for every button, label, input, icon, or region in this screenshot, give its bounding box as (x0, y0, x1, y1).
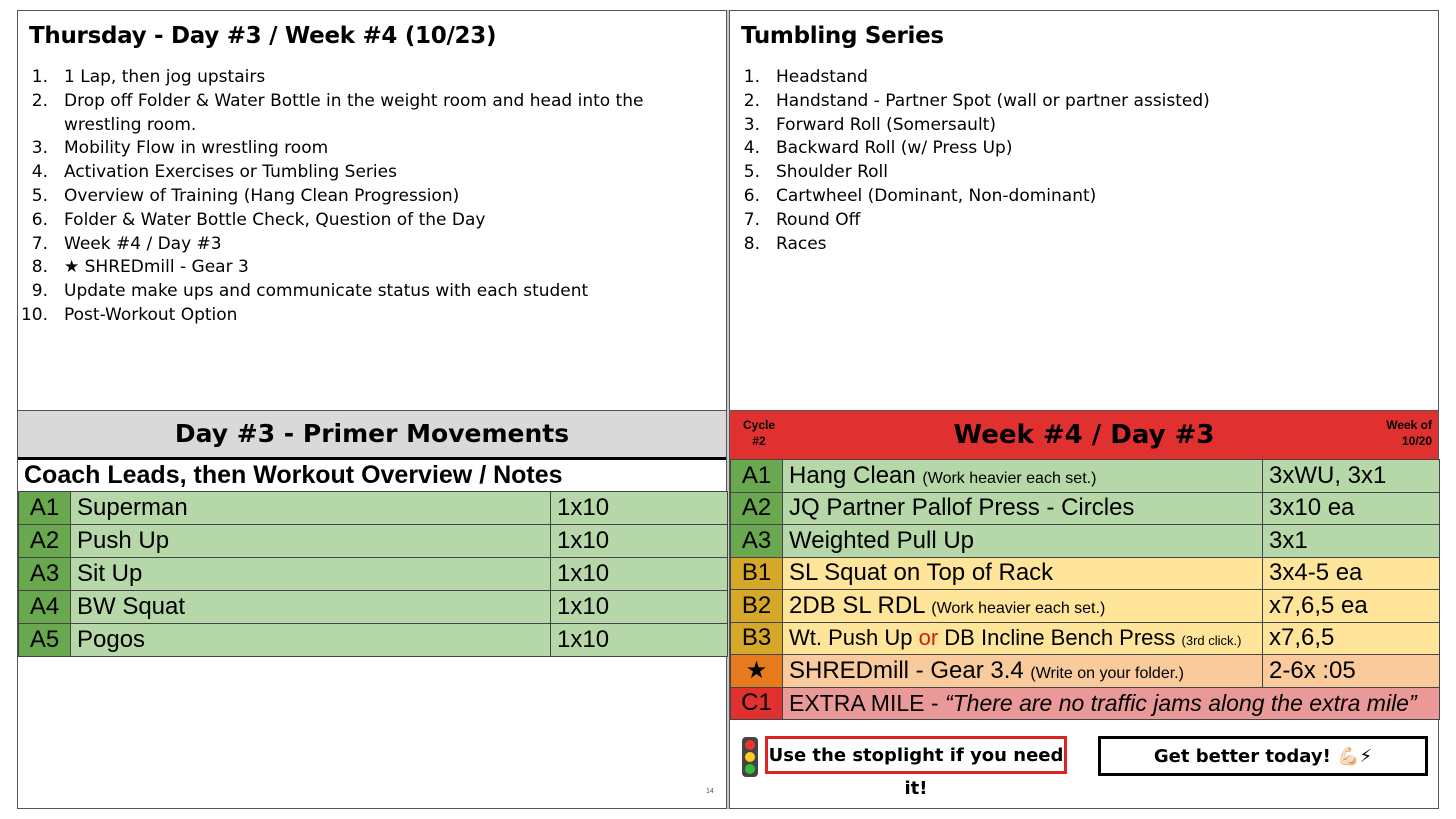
primer-subtitle: Coach Leads, then Workout Overview / Notes (24, 461, 563, 489)
thursday-title: Thursday - Day #3 / Week #4 (10/23) (29, 23, 497, 49)
table-row (19, 492, 728, 525)
exercise-code: A2 (19, 525, 71, 558)
exercise-name: 2DB SL RDL (Work heavier each set.) (783, 590, 1263, 623)
exercise-name: Wt. Push Up or DB Incline Bench Press (3rd click.) (783, 622, 1263, 655)
list-item: 2. Drop off Folder & Water Bottle in the weight room and head into the wrestling room. (31, 90, 644, 135)
table-row (731, 492, 1440, 525)
exercise-sets: 1x10 (551, 525, 728, 558)
exercise-code: C1 (731, 687, 783, 720)
list-item: 3. Mobility Flow in wrestling room (31, 138, 329, 159)
exercise-code: B1 (731, 557, 783, 590)
list-item: 8. Races (743, 233, 827, 254)
list-item: 7. Week #4 / Day #3 (31, 233, 222, 254)
stoplight-button[interactable]: Use the stoplight if you need it! (765, 736, 1067, 774)
exercise-code: A2 (731, 492, 783, 525)
exercise-code: A3 (19, 558, 71, 591)
exercise-name: Push Up (71, 525, 551, 558)
list-item: 3. Forward Roll (Somersault) (743, 114, 996, 135)
exercise-sets: 1x10 (551, 492, 728, 525)
primer-table (18, 491, 728, 657)
table-row (731, 622, 1440, 655)
cycle-label: Cycle #2 (742, 418, 776, 448)
table-row (19, 525, 728, 558)
exercise-sets: 1x10 (551, 624, 728, 657)
list-item: 5. Overview of Training (Hang Clean Progression) (31, 185, 460, 206)
list-item: 4. Backward Roll (w/ Press Up) (743, 138, 1013, 159)
list-item: 1. Headstand (743, 67, 868, 87)
exercise-name: SL Squat on Top of Rack (783, 557, 1263, 590)
exercise-name: Hang Clean (Work heavier each set.) (783, 460, 1263, 493)
table-row (731, 525, 1440, 558)
extra-mile-text: EXTRA MILE - “There are no traffic jams along the extra mile” (783, 687, 1440, 720)
list-item: 6. Cartwheel (Dominant, Non-dominant) (743, 185, 1097, 206)
exercise-name: SHREDmill - Gear 3.4 (Write on your folder.) (783, 655, 1263, 688)
list-item: 2. Handstand - Partner Spot (wall or partner assisted) (743, 90, 1210, 111)
week-of-label: Week of 10/20 (1386, 418, 1432, 448)
exercise-name: Pogos (71, 624, 551, 657)
exercise-name: JQ Partner Pallof Press - Circles (783, 492, 1263, 525)
star-icon: ★ (731, 655, 783, 688)
thursday-steps-list (18, 66, 718, 328)
exercise-name: Superman (71, 492, 551, 525)
table-row (731, 655, 1440, 688)
exercise-sets: 3x4-5 ea (1263, 557, 1440, 590)
stoplight-icon (742, 737, 758, 777)
primer-title: Day #3 - Primer Movements (18, 411, 726, 460)
list-item: 8. ★ SHREDmill - Gear 3 (31, 257, 249, 278)
table-row (19, 591, 728, 624)
page-number: 14 (706, 788, 714, 795)
thursday-plan-panel (17, 10, 727, 410)
exercise-sets: 3xWU, 3x1 (1263, 460, 1440, 493)
exercise-sets: 3x1 (1263, 525, 1440, 558)
get-better-button[interactable]: Get better today! 💪🏻⚡ (1098, 736, 1428, 776)
exercise-name: Sit Up (71, 558, 551, 591)
primer-panel (17, 410, 727, 809)
workout-header (730, 411, 1438, 461)
exercise-sets: 2-6x :05 (1263, 655, 1440, 688)
list-item: 10. Post-Workout Option (20, 304, 238, 325)
exercise-code: A1 (19, 492, 71, 525)
exercise-code: A5 (19, 624, 71, 657)
exercise-sets: x7,6,5 (1263, 622, 1440, 655)
exercise-sets: 1x10 (551, 558, 728, 591)
tumbling-steps-list (730, 66, 1430, 256)
exercise-code: B2 (731, 590, 783, 623)
list-item: 7. Round Off (743, 209, 861, 230)
workout-panel (729, 410, 1439, 809)
list-item: 9. Update make ups and communicate status with each student (31, 281, 589, 302)
list-item: 5. Shoulder Roll (743, 162, 889, 183)
table-row (731, 460, 1440, 493)
table-row (19, 558, 728, 591)
table-row (731, 557, 1440, 590)
exercise-code: A1 (731, 460, 783, 493)
exercise-name: BW Squat (71, 591, 551, 624)
table-row (731, 687, 1440, 720)
exercise-sets: x7,6,5 ea (1263, 590, 1440, 623)
table-row (19, 624, 728, 657)
exercise-sets: 3x10 ea (1263, 492, 1440, 525)
workout-title: Week #4 / Day #3 (953, 420, 1215, 450)
exercise-sets: 1x10 (551, 591, 728, 624)
table-row (731, 590, 1440, 623)
tumbling-series-panel (729, 10, 1439, 410)
workout-table (730, 459, 1440, 720)
list-item: 6. Folder & Water Bottle Check, Question of the Day (31, 209, 486, 230)
list-item: 1. 1 Lap, then jog upstairs (31, 67, 266, 87)
list-item: 4. Activation Exercises or Tumbling Series (31, 162, 397, 183)
exercise-code: A4 (19, 591, 71, 624)
exercise-name: Weighted Pull Up (783, 525, 1263, 558)
tumbling-title: Tumbling Series (741, 23, 944, 49)
exercise-code: A3 (731, 525, 783, 558)
exercise-code: B3 (731, 622, 783, 655)
